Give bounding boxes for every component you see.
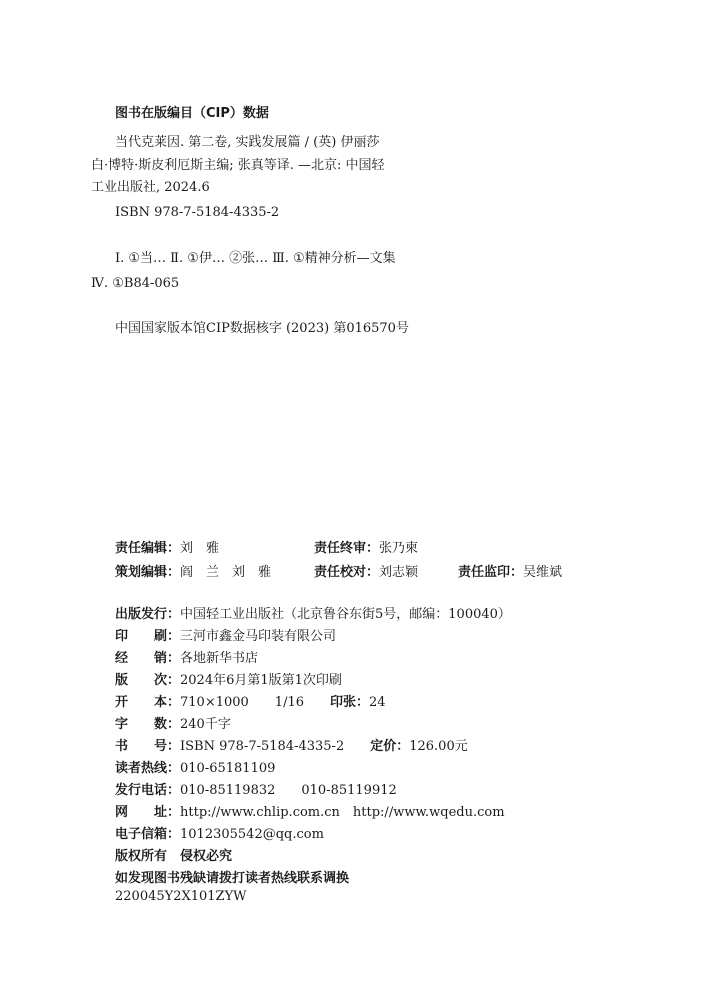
hotline-row	[115, 757, 275, 777]
editor-label: 责任编辑：	[115, 541, 181, 556]
publisher-row	[115, 603, 511, 623]
proofread-label: 责任校对：	[314, 565, 380, 580]
words-value: 240千字	[180, 717, 231, 732]
supervise-label: 责任监印：	[458, 565, 524, 580]
defects-text: 如发现图书残缺请拨打读者热线联系调换	[115, 871, 350, 886]
printer-row	[115, 625, 336, 645]
printer-value: 三河市鑫金马印装有限公司	[180, 629, 337, 644]
printer-label: 印 刷：	[115, 629, 181, 644]
email-row	[115, 823, 324, 843]
final-review-value: 张乃柬	[379, 541, 419, 556]
edition-label: 版 次：	[115, 673, 181, 688]
editor-value: 刘 雅	[180, 541, 220, 556]
website-value: http://www.chlip.com.cn http://www.wqedu.com	[180, 805, 505, 820]
words-row	[115, 713, 231, 733]
defects-row	[115, 867, 349, 887]
cip-number: 中国国家版本馆CIP数据核字 (2023) 第016570号	[115, 321, 409, 336]
sheets-value: 24	[369, 695, 386, 710]
cip-isbn: ISBN 978-7-5184-4335-2	[115, 205, 280, 220]
email-label: 电子信箱：	[115, 827, 181, 842]
planning-label: 策划编辑：	[115, 565, 181, 580]
cip-description: 当代克莱因. 第二卷, 实践发展篇 / (英) 伊丽莎白·博特·斯皮利厄斯主编; 张真等译. —北京: 中国轻工业出版社, 2024.6	[91, 135, 385, 195]
planning-entry	[115, 561, 271, 580]
book-number-label: 书 号：	[115, 739, 181, 754]
rights-text: 版权所有 侵权必究	[115, 849, 233, 864]
cip-classification: Ⅰ. ①当… Ⅱ. ①伊… ②张… Ⅲ. ①精神分析—文集 Ⅳ. ①B84-065	[91, 251, 396, 291]
final-review-entry	[314, 537, 418, 556]
cip-title: 图书在版编目（CIP）数据	[115, 106, 269, 121]
distributor-label: 经 销：	[115, 651, 181, 666]
format-row	[115, 691, 386, 711]
final-review-label: 责任终审：	[314, 541, 380, 556]
publisher-value: 中国轻工业出版社（北京鲁谷东街5号，邮编：100040）	[180, 607, 511, 622]
website-label: 网 址：	[115, 805, 181, 820]
supervise-entry	[458, 561, 562, 580]
phone-row	[115, 779, 397, 799]
sheets-label: 印张：	[330, 695, 370, 710]
distributor-row	[115, 647, 258, 667]
phone-label: 发行电话：	[115, 783, 181, 798]
edition-value: 2024年6月第1版第1次印刷	[180, 673, 342, 688]
staff-row	[115, 561, 595, 581]
proofread-entry	[314, 561, 418, 580]
code-row	[115, 889, 247, 909]
website-row	[115, 801, 505, 821]
rights-row	[115, 845, 232, 865]
book-number-row	[115, 735, 468, 755]
publisher-label: 出版发行：	[115, 607, 181, 622]
hotline-label: 读者热线：	[115, 761, 181, 776]
edition-row	[115, 669, 342, 689]
format-value: 710×1000 1/16	[180, 695, 330, 710]
format-label: 开 本：	[115, 695, 181, 710]
proofread-value: 刘志颖	[379, 565, 419, 580]
planning-value: 阎 兰 刘 雅	[180, 565, 272, 580]
supervise-value: 吴维斌	[523, 565, 563, 580]
price-value: 126.00元	[409, 739, 468, 754]
book-number-value: ISBN 978-7-5184-4335-2	[180, 739, 371, 754]
email-value: 1012305542@qq.com	[180, 827, 324, 842]
price-label: 定价：	[370, 739, 410, 754]
phone-value: 010-85119832 010-85119912	[180, 783, 397, 798]
distributor-value: 各地新华书店	[180, 651, 259, 666]
hotline-value: 010-65181109	[180, 761, 276, 776]
staff-row	[115, 537, 595, 557]
print-code: 220045Y2X101ZYW	[115, 889, 247, 904]
editor-entry	[115, 537, 219, 556]
words-label: 字 数：	[115, 717, 181, 732]
